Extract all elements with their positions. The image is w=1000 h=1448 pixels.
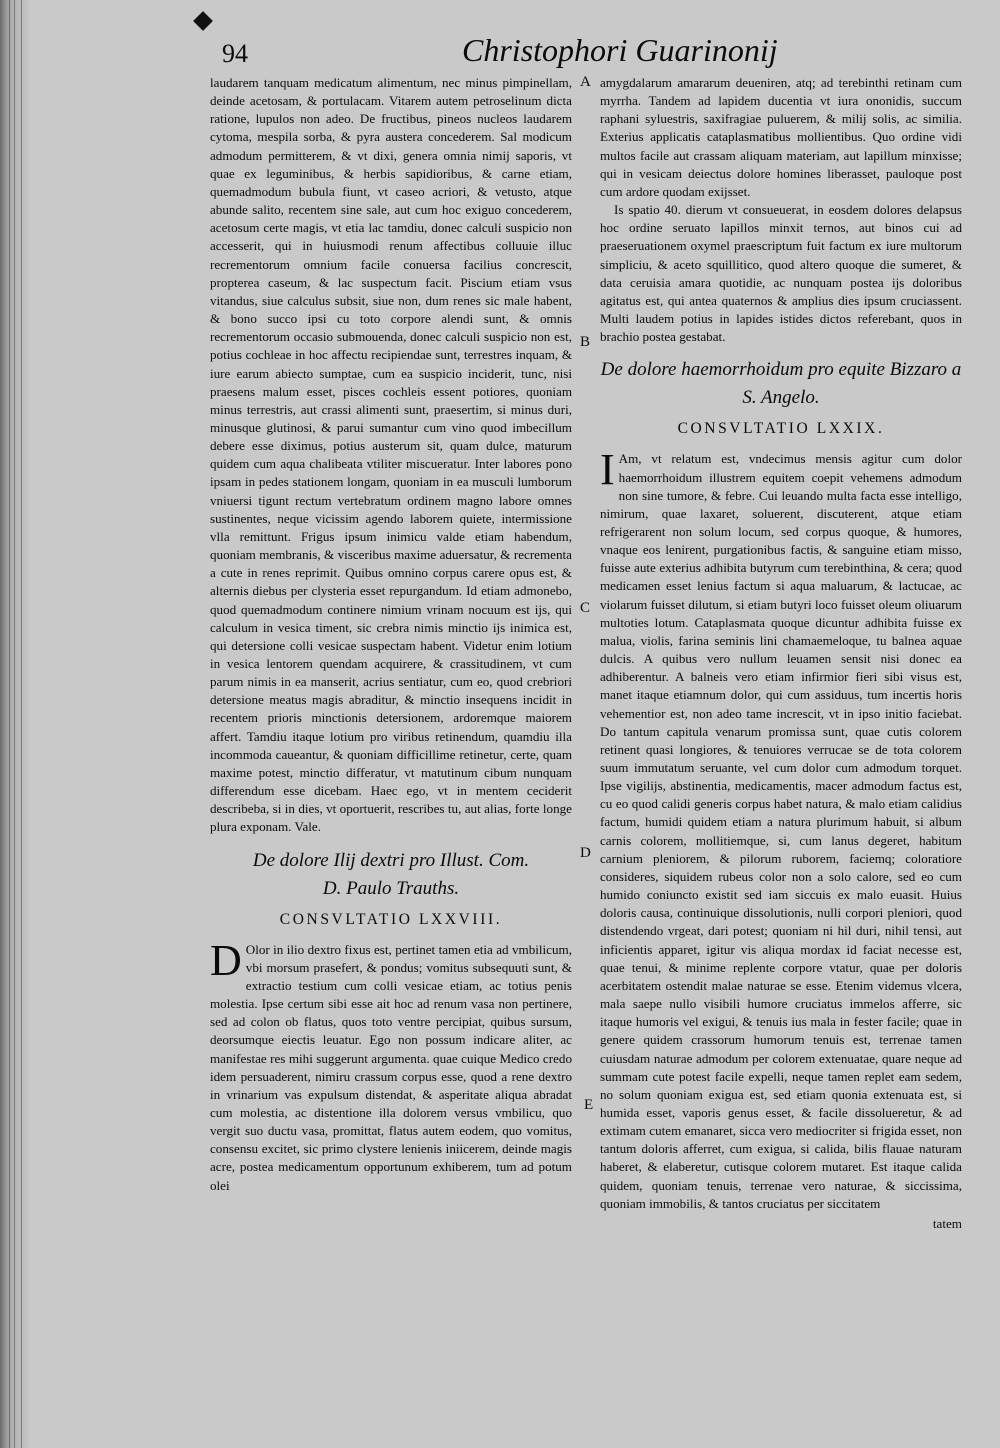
margin-marker-c: C xyxy=(580,600,591,616)
heading-line: De dolore Ilij dextri pro Illust. Com. xyxy=(252,849,530,871)
page-number: 94 xyxy=(222,39,248,68)
catchword: tatem xyxy=(932,1215,962,1231)
heading-line: D. Paulo Trauths. xyxy=(322,877,460,899)
left-column xyxy=(210,74,572,1195)
left-letter-text: laudarem tanquam medicatum alimentum, nec minus pimpinellam, deinde acetosam, & portulacam. Vitarem autem petroselinum dicta ratione, lupulos non adeo. De fructibus, pineos nucleos laudarem cytoma, mespila sorba, & pyra austera concederem. Sal modicum admodum permitterem, & vt dixi, genera omnia nimij saporis, vt quae ex leguminibus, & herbis sapidioribus, & carne etiam, quemadmodum bubula fiunt, vt caseo acriori, & vetusto, atque abunde salito, recentem sine sale, aut cum hoc exiguo concederem, acetosum certe magis, vt etia lac tamdiu, donec calculi suspicio non accesserit, qui in huiusmodi renum affectibus colluuie illuc recrementorum omnium facile conuersa facilius concrescit, propterea caseum, & lac suspectum facit. Piscium etiam vsus vitandus, siue calculus subsit, siue non, dum renes sic male habent, & bono succo ipsi cu toto corpore alendi sunt, & omnis recrementorum occasio submouenda, donec calculi suspicio non est, potius cochleae in hoc affectu recipiendae sunt, terrestres inquam, & iure earum abiecto sumptae, cum ea suspicio inciderit, tunc, nisi praesens malum esset, pisces cochleis essent potiores, quoniam minus terrestris, aut crassi alimenti sunt, praesertim, si minus duri, minusque glutinosi, & parui sumantur cum vino quod imbecillum debere esse diximus, potius austerum sit, quam dulce, maturum quidem cum aqua chalibeata vtiliter miscueratur. Inter labores pono ipsam in pedes stationem longam, quoniam in ea musculi lumborum vniuersi tigunt rectum vertebratum ordinem magno labore omnes sustinentes, neque vicissim agendo laborem quiete, intermissione vlla remittunt. Frigus ipsum inimicu valde etiam habendum, quoniam membranis, & visceribus maxime aduersatur, & recrementa a cute in renes reprimit. Quibus omnino corpus carere opus est, & alternis diebus per clysteria esset repurgandum. Id etiam admonebo, quod quemadmodum continere nimium vrinam nocuum est ijs, qui calculum in vesica timent, sic crebra nimis minctio ijs inimica est, qui detersione colli vesicae suspectam habent. Videtur enim lotium in vesica lentorem quendam acquirere, & crassitudinem, vt cum parum nimis in ea manserit, acrius sentiatur, cum eo, quod crebriori detersione meatus magis abraditur, & minctio insequens incidit in recentem prioris minctionis detersionem, ardoremque maiorem affert. Tamdiu itaque lotium pro viribus retinendum, quamdiu illa incommoda caueantur, & quoniam difficillime retinetur, certe, quam maxime potest, minctio differatur, vt matutinum cibum nunquam differendum esse dicebam. Haec ego, vt in mentem ceciderit describeba, si in dies, vt oportuerit, rescribes tu, aut alias, forte longe plura exponam. Vale. xyxy=(210,75,572,835)
drop-cap: I xyxy=(600,445,615,495)
consultatio-title-78: CONSVLTATIO LXXVIII. xyxy=(279,910,503,928)
binding-gutter xyxy=(0,0,30,1448)
margin-marker-d: D xyxy=(580,845,591,861)
consultatio-78-body: Olor in ilio dextro fixus est, pertinet tamen etia ad vmbilicum, vbi morsum prasefert, & pondus; vomitus subsequuti sunt, & extractio testium cum colli vesicae etiam, ac totius penis molestia. Ipse certum sibi esse ait hoc ad renum vasa non pertinere, sed ad colon ob flatus, quos toto ventre percipiat, quibus sursum, deorsumque eiectis leuatur. Ego non possum indicare aliter, ac manifestae res mihi suggerunt argumenta. quae cuique Medico credo idem persuaderent, nimiru crassum corpus esse, quod a rene dextro in vrinarium vas expulsum distendat, & asperitate aliqua abradat cum molestia, ac distentione illa dolorem versus vmbilicu, quo vergit suo ductu vasa, promittat, flatus autem eodem, quo vomitus, consensu excitet, sic primo clystere lenienis iniicerem, deinde magis acre, postea medicamentum opportunum exhiberem, tum ad potum olei xyxy=(210,941,572,1193)
consultatio-title-79: CONSVLTATIO LXXIX. xyxy=(677,420,885,438)
gutter-line xyxy=(21,0,22,1448)
right-paragraph: Is spatio 40. dierum vt consueuerat, in eosdem dolores delapsus hoc ordine seruato lapillos minxit ternos, aut binos cui ad praeseruationem oxymel praescriptum fuit factum ex iure multorum simpliciu, & aceto squillitico, quod altero quoque die sumeret, & data ceruisia amara quotidie, ac nunquam postea ijs doloribus agitatus est, qui antea quaternos & amplius dies ipsum cruciassent. Multi laudem potius in lapides istides dictos referebant, quos in brachio postea gestabat. xyxy=(600,202,962,345)
gutter-line xyxy=(9,0,10,1448)
right-column xyxy=(600,74,962,1233)
margin-marker-e: E xyxy=(584,1097,594,1113)
margin-marker-a: A xyxy=(580,74,591,90)
right-continued-text: amygdalarum amararum deueniren, atq; ad terebinthi retinam cum myrrha. Tandem ad lapidem ducentia vt iura ononidis, succum raphani syluestris, saxifragiae puluerem, & milij solis, ac similia. Exterius applicatis cataplasmatibus mollientibus. Quo ordine vidi multos facile aut crassam aliquam materiam, aut lapillum minxisse; qui in vesicam deiectus dolore homines liberasset, pauloque post cum ardore quodam exijsset. xyxy=(600,75,962,199)
section-heading-79: De dolore haemorrhoidum pro equite Bizzaro a S. Angelo. xyxy=(600,359,962,409)
consultatio-78-text xyxy=(210,935,572,1195)
consultatio-79-body: Am, vt relatum est, vndecimus mensis agitur cum dolor haemorrhoidum illustrem equitem coepit vehemens admodum non sine tumore, & febre. Cui leuando multa facta esse intelligo, nimirum, quae laxaret, soluerent, discuterent, atque etiam refrigerarent non solum locum, sed corpus quoque, & humores, vnaque eos lenirent, purgationibus factis, & sanguine etiam misso, fuisse aute exterius adhibita butyrum cum terebinthina, & cera; quod medicamen esset lenius factum si aqua maluarum, & lactucae, ac violarum fuisset dilutum, si etiam butyri loco fuisset oleum oliuarum multoties lotum. Cataplasmata quoque dicuntur adhibita fuisse ex malua, violis, farina seminis lini chamaemeloque, tu balnea aquae dulcis. A quibus vero nullum leuamen sensit nisi donec ea adhiberentur. A balneis vero etiam infirmior fieri sibi visus est, manet itaque etiamnum dolor, qui cum assiduus, tum incertis horis vehementior est, non adeo tame increscit, vt in ipso initio faciebat. Do tantum capitula venarum promissa sunt, quae cutis colorem retinent quasi longiores, & tenuiores verrucae se de tota colorem suum immutatum seruante, vel cum dolor cum admodum torquet. Ipse vigilijs, abstinentia, medicamentis, macer admodum factus est, cu eo quod calidi generis corpus habet natura, & malo etiam calidius factum, humidi quidem etiam a natura plurimum habuit, si album carnis colorem, mollitiemque, si, cum lanus degeret, habitum carnium pleniorem, & pilorum ruborem, faciemq; coloratiore consideres, siquidem rubeus color non a solo calore, sed eo cum humido coniuncto existit sed iam siccuis ex malo euasit. Huius doloris causa, continuique dissolutionis, nulli corpori pleniori, quod distendendo vrgeat, dari potest; quoniam ni hil duri, nihil tensi, aut inficientis apparet, igitur vis aliqua mordax id faciat necesse est, quae tenui, & minime replente corpore vtatur, quae per doloris acerbitatem ostendit malae naturae se esse. Etenim videmus vlcera, mala saepe nullo visibili humore cruciatus immelos afferre, sic itaque humoris vel exigui, & tenuis ius mala in fester facile; quae in genere quidem crassorum humorum tenuis est, terrenae tamen cuiusdam naturae admodum per colorem extenuatae, quare neque ad summam cute potest facile expelli, neque tamen replet eam sedem, no solum quoniam exigua est, sed etiam quonia extenuata est, si humida esset, vaporis genus esset, & facile dissolueretur, & ad extimam cutem emanaret, sicca vero mediocriter si frigida esset, non tantum doloris afferret, cum exigua, si calida, bilis flauae naturam haberet, & elaberetur, cutisque colorem mutaret. Est itaque calida quidem, quoniam tenuis, terrenae vero naturae, & siccissima, quoniam immobilis, & tantos cruciatus per siccitatem xyxy=(600,451,962,1211)
running-head: Christophori Guarinonij xyxy=(462,32,778,68)
gutter-line xyxy=(14,0,15,1448)
drop-cap: D xyxy=(210,935,242,985)
section-heading-78 xyxy=(210,847,572,903)
corner-ornament-icon xyxy=(193,11,213,31)
margin-marker-b: B xyxy=(580,334,591,350)
consultatio-79-text xyxy=(600,445,962,1213)
